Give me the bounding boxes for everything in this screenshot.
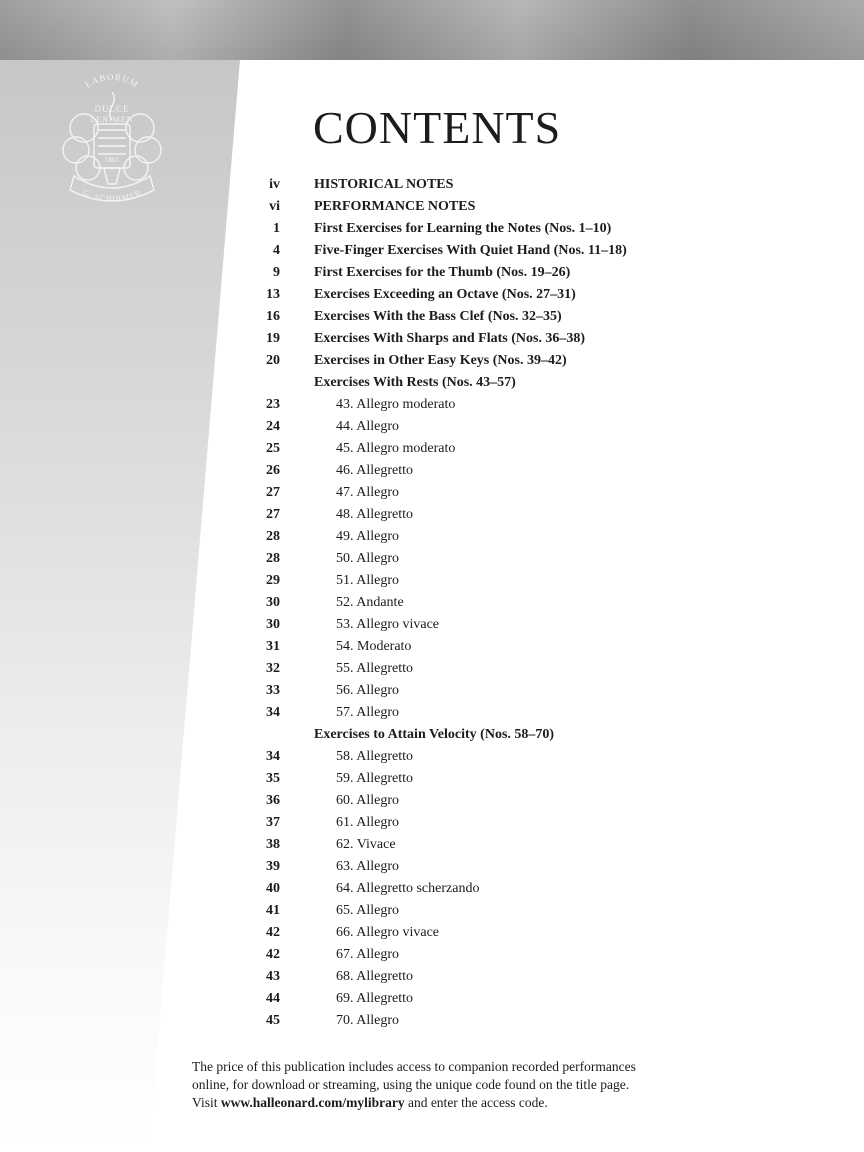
toc-entry[interactable] — [0, 416, 864, 438]
toc-entry-title: 66. Allegro vivace — [336, 925, 440, 940]
toc-entry-title: Exercises in Other Easy Keys (Nos. 39–42) — [314, 353, 567, 368]
toc-page-number: vi — [269, 199, 280, 214]
toc-entry-title: Exercises With the Bass Clef (Nos. 32–35) — [314, 309, 562, 324]
toc-entry[interactable] — [0, 350, 864, 372]
toc-page-number: 25 — [266, 441, 280, 456]
toc-entry[interactable] — [0, 1010, 864, 1032]
toc-entry-title: 64. Allegretto scherzando — [336, 881, 480, 896]
toc-page-number: 29 — [266, 573, 280, 588]
toc-entry[interactable] — [0, 614, 864, 636]
toc-page-number: 34 — [266, 749, 280, 764]
toc-entry[interactable] — [0, 680, 864, 702]
toc-entry-title: 68. Allegretto — [336, 969, 413, 984]
toc-entry[interactable] — [0, 284, 864, 306]
toc-entry-title: First Exercises for Learning the Notes (Nos. 1–10) — [314, 221, 612, 236]
svg-text:LABORUM: LABORUM — [83, 71, 141, 90]
toc-entry[interactable] — [0, 966, 864, 988]
visit-label: Visit — [192, 1095, 221, 1110]
toc-page-number: 42 — [266, 925, 280, 940]
toc-entry-title: 62. Vivace — [336, 837, 396, 852]
toc-page-number: 28 — [266, 529, 280, 544]
toc-page-number: 34 — [266, 705, 280, 720]
toc-entry-title: 67. Allegro — [336, 947, 399, 962]
toc-entry[interactable] — [0, 790, 864, 812]
toc-page-number: 40 — [266, 881, 280, 896]
toc-page-number: 32 — [266, 661, 280, 676]
toc-entry-title: 60. Allegro — [336, 793, 399, 808]
toc-entry-title: 49. Allegro — [336, 529, 399, 544]
toc-entry-title: 55. Allegretto — [336, 661, 413, 676]
toc-entry-title: 58. Allegretto — [336, 749, 413, 764]
toc-entry-title: 53. Allegro vivace — [336, 617, 440, 632]
toc-page-number: 4 — [273, 243, 280, 258]
table-of-contents — [0, 174, 864, 1032]
toc-entry-title: 47. Allegro — [336, 485, 399, 500]
toc-entry[interactable] — [0, 306, 864, 328]
toc-entry-title: Exercises to Attain Velocity (Nos. 58–70) — [314, 727, 555, 742]
toc-entry[interactable] — [0, 636, 864, 658]
toc-page-number: 38 — [266, 837, 280, 852]
toc-entry[interactable] — [0, 504, 864, 526]
toc-entry-title: HISTORICAL NOTES — [314, 177, 454, 192]
toc-page-number: 28 — [266, 551, 280, 566]
toc-entry-title: 50. Allegro — [336, 551, 399, 566]
toc-page-number: 44 — [266, 991, 280, 1006]
toc-entry[interactable] — [0, 856, 864, 878]
toc-entry-title: 52. Andante — [336, 595, 404, 610]
toc-entry[interactable] — [0, 372, 864, 394]
toc-entry[interactable] — [0, 900, 864, 922]
toc-entry[interactable] — [0, 812, 864, 834]
toc-entry-title: 46. Allegretto — [336, 463, 413, 478]
header-band — [0, 0, 864, 60]
toc-entry[interactable] — [0, 592, 864, 614]
svg-text:G. SCHIRMER: G. SCHIRMER — [81, 187, 143, 204]
toc-entry[interactable] — [0, 548, 864, 570]
toc-entry-title: 54. Moderato — [336, 639, 412, 654]
access-notice — [192, 1058, 712, 1112]
svg-text:DULCE: DULCE — [94, 104, 130, 114]
page-title: CONTENTS — [313, 102, 562, 153]
toc-entry-title: 63. Allegro — [336, 859, 399, 874]
access-notice-line-3 — [192, 1094, 712, 1112]
toc-entry[interactable] — [0, 878, 864, 900]
toc-entry[interactable] — [0, 240, 864, 262]
access-notice-line-2: online, for download or streaming, using the unique code found on the title page. — [192, 1077, 630, 1092]
toc-entry[interactable] — [0, 262, 864, 284]
access-notice-line-1: The price of this publication includes access to companion recorded performances — [192, 1059, 636, 1074]
toc-page-number: 31 — [266, 639, 280, 654]
toc-entry-title: First Exercises for the Thumb (Nos. 19–26) — [314, 265, 571, 280]
toc-entry[interactable] — [0, 196, 864, 218]
toc-entry-title: 69. Allegretto — [336, 991, 413, 1006]
toc-page-number: 39 — [266, 859, 280, 874]
toc-entry[interactable] — [0, 834, 864, 856]
toc-entry[interactable] — [0, 438, 864, 460]
toc-entry[interactable] — [0, 944, 864, 966]
toc-entry-title: 44. Allegro — [336, 419, 399, 434]
toc-entry[interactable] — [0, 218, 864, 240]
toc-entry-title: 56. Allegro — [336, 683, 399, 698]
toc-entry[interactable] — [0, 570, 864, 592]
toc-page-number: 9 — [273, 265, 280, 280]
toc-page-number: 37 — [266, 815, 280, 830]
toc-page-number: 20 — [266, 353, 280, 368]
svg-text:LENIMEN: LENIMEN — [90, 115, 134, 124]
toc-entry-title: 70. Allegro — [336, 1013, 399, 1028]
toc-entry[interactable] — [0, 526, 864, 548]
toc-entry[interactable] — [0, 328, 864, 350]
toc-entry-title: PERFORMANCE NOTES — [314, 199, 476, 214]
toc-page-number: 13 — [266, 287, 280, 302]
toc-entry-title: Exercises With Sharps and Flats (Nos. 36–38) — [314, 331, 586, 346]
toc-entry[interactable] — [0, 988, 864, 1010]
toc-entry-title: Exercises With Rests (Nos. 43–57) — [314, 375, 516, 390]
toc-entry-title: Five-Finger Exercises With Quiet Hand (Nos. 11–18) — [314, 243, 627, 258]
toc-page-number: 23 — [266, 397, 280, 412]
toc-entry-title: 45. Allegro moderato — [336, 441, 456, 456]
toc-page-number: iv — [269, 177, 280, 192]
toc-page-number: 36 — [266, 793, 280, 808]
access-code-instruction: and enter the access code. — [404, 1095, 548, 1110]
toc-page-number: 24 — [266, 419, 280, 434]
toc-entry[interactable] — [0, 482, 864, 504]
toc-entry[interactable] — [0, 746, 864, 768]
toc-page-number: 41 — [266, 903, 280, 918]
toc-page-number: 30 — [266, 617, 280, 632]
toc-page-number: 43 — [266, 969, 280, 984]
toc-entry[interactable] — [0, 174, 864, 196]
toc-page-number: 1 — [273, 221, 280, 236]
toc-entry-title: 65. Allegro — [336, 903, 399, 918]
toc-entry-title: 57. Allegro — [336, 705, 399, 720]
toc-entry[interactable] — [0, 460, 864, 482]
toc-entry[interactable] — [0, 658, 864, 680]
toc-entry[interactable] — [0, 922, 864, 944]
toc-entry[interactable] — [0, 768, 864, 790]
toc-page-number: 26 — [266, 463, 280, 478]
toc-page-number: 19 — [266, 331, 280, 346]
toc-entry-title: 51. Allegro — [336, 573, 399, 588]
toc-entry[interactable] — [0, 394, 864, 416]
toc-entry-title: 59. Allegretto — [336, 771, 413, 786]
toc-entry-title: 43. Allegro moderato — [336, 397, 456, 412]
toc-page-number: 42 — [266, 947, 280, 962]
mylibrary-link[interactable]: www.halleonard.com/mylibrary — [220, 1095, 405, 1110]
toc-page-number: 16 — [266, 309, 280, 324]
toc-page-number: 30 — [266, 595, 280, 610]
toc-entry-title: 48. Allegretto — [336, 507, 413, 522]
toc-entry-title: 61. Allegro — [336, 815, 399, 830]
svg-text:1861: 1861 — [105, 156, 119, 164]
toc-entry-title: Exercises Exceeding an Octave (Nos. 27–31) — [314, 287, 576, 302]
toc-entry[interactable] — [0, 724, 864, 746]
toc-page-number: 27 — [266, 507, 280, 522]
toc-page-number: 33 — [266, 683, 280, 698]
toc-page-number: 35 — [266, 771, 280, 786]
toc-entry[interactable] — [0, 702, 864, 724]
toc-page-number: 27 — [266, 485, 280, 500]
toc-page-number: 45 — [266, 1013, 280, 1028]
